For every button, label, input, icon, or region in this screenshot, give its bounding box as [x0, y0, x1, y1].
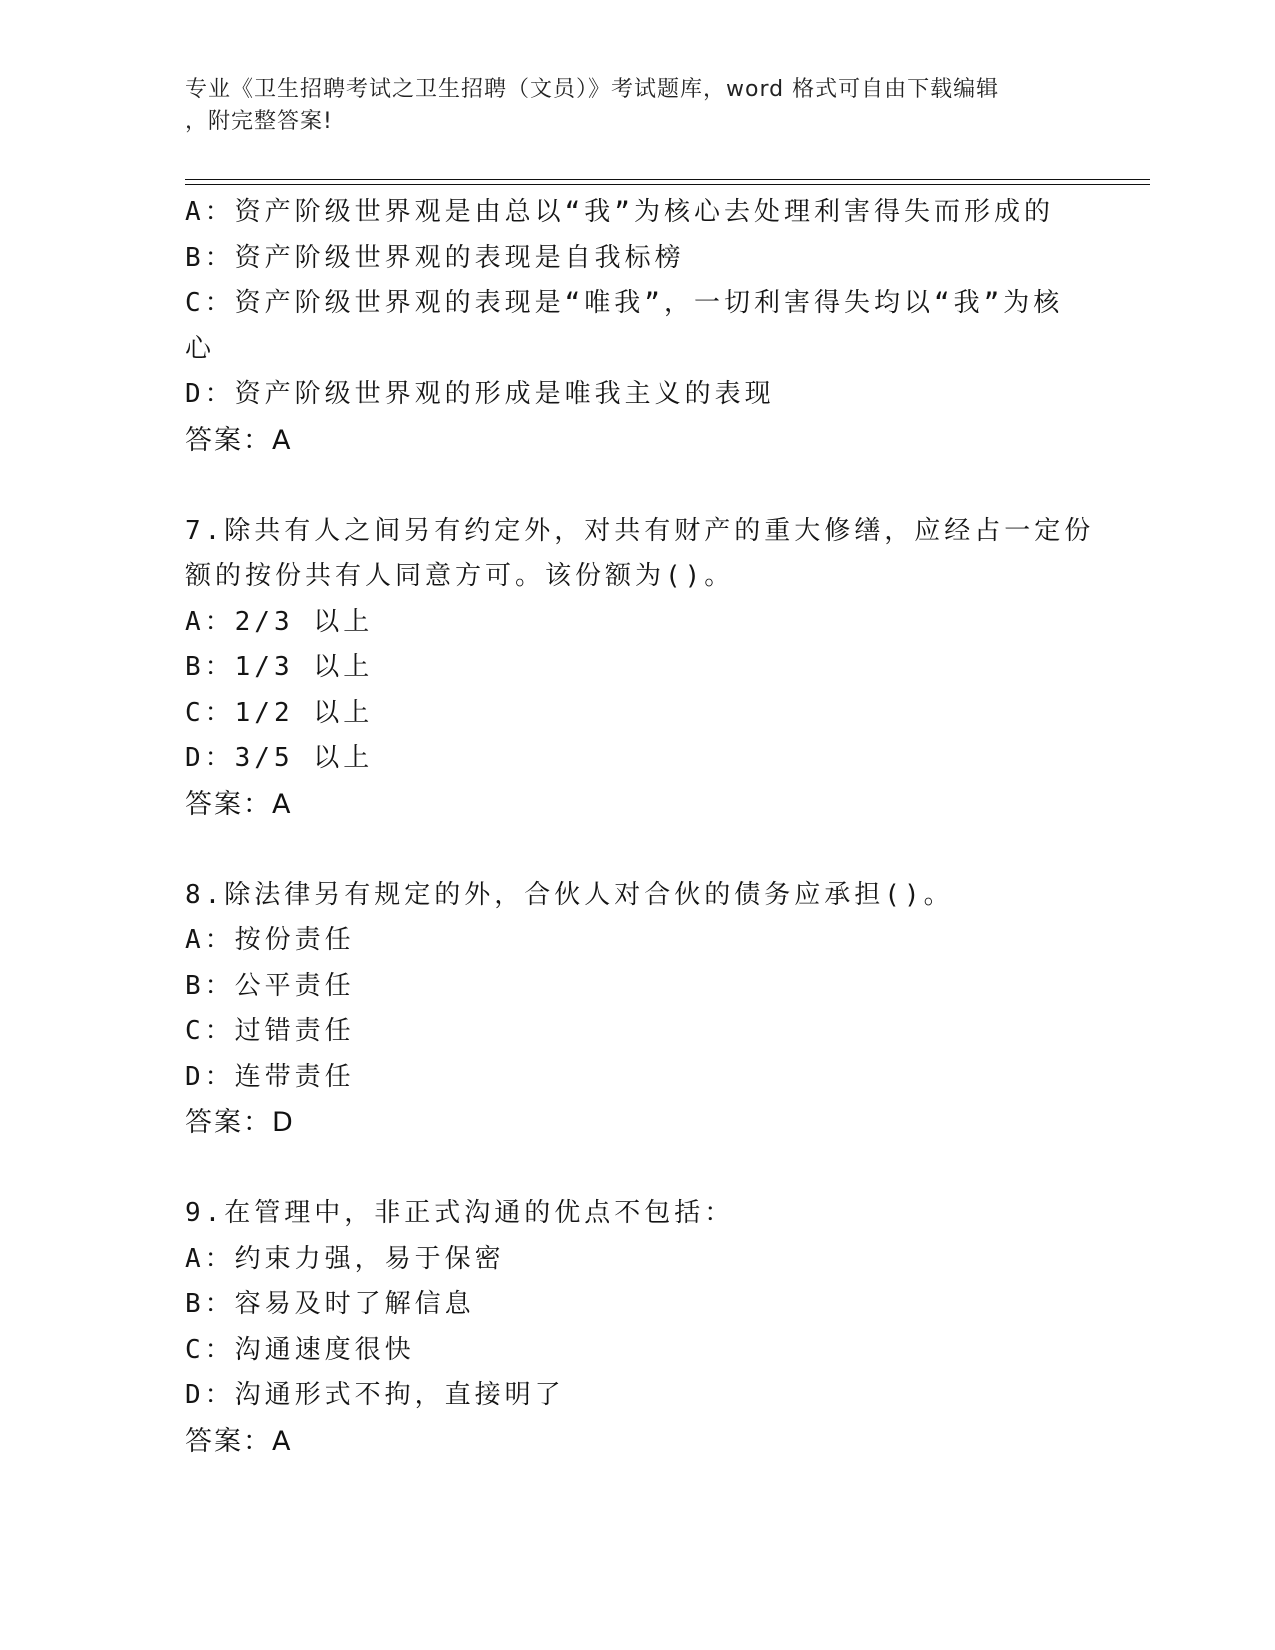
option-d: D：资产阶级世界观的形成是唯我主义的表现 — [185, 379, 775, 409]
question-7 — [185, 509, 1095, 828]
spacer — [185, 463, 1085, 509]
question-stem: 9.在管理中，非正式沟通的优点不包括： — [185, 1198, 735, 1228]
option-d: D：沟通形式不拘，直接明了 — [185, 1380, 565, 1410]
option-d: D：连带责任 — [185, 1061, 355, 1092]
answer: 答案：D — [185, 1107, 295, 1138]
header-divider-top — [185, 179, 1150, 180]
option-c: C：资产阶级世界观的表现是“唯我”，一切利害得失均以“我”为核 — [185, 288, 1064, 318]
option-c: C：1/2 以上 — [185, 697, 374, 728]
question-stem: 8.除法律另有规定的外，合伙人对合伙的债务应承担()。 — [185, 879, 954, 910]
option-a: A：约束力强，易于保密 — [185, 1243, 505, 1274]
answer: 答案：A — [185, 424, 293, 456]
option-c: C：过错责任 — [185, 1016, 355, 1046]
question-6 — [185, 190, 1085, 463]
header-line-1: 专业《卫生招聘考试之卫生招聘（文员）》考试题库，word 格式可自由下载编辑 — [185, 77, 1000, 102]
spacer — [185, 827, 1085, 873]
option-b: B：1/3 以上 — [185, 652, 374, 682]
option-b: B：容易及时了解信息 — [185, 1289, 475, 1319]
option-c-continued: 心 — [185, 333, 216, 364]
header-divider-bottom — [185, 184, 1150, 185]
option-c: C：沟通速度很快 — [185, 1334, 415, 1365]
option-b: B：公平责任 — [185, 970, 355, 1001]
option-a: A：资产阶级世界观是由总以“我”为核心去处理利害得失而形成的 — [185, 197, 1054, 227]
question-stem-continued: 额的按份共有人同意方可。该份额为()。 — [185, 561, 735, 591]
answer: 答案：A — [185, 1425, 293, 1457]
document-header — [185, 74, 1085, 138]
option-b: B：资产阶级世界观的表现是自我标榜 — [185, 242, 685, 273]
option-a: A：按份责任 — [185, 925, 355, 955]
question-stem: 7.除共有人之间另有约定外，对共有财产的重大修缮，应经占一定份 — [185, 515, 1095, 546]
question-9 — [185, 1191, 1085, 1464]
header-line-2: ，附完整答案! — [185, 109, 333, 134]
spacer — [185, 1146, 1085, 1192]
question-list — [185, 190, 1095, 1464]
option-a: A：2/3 以上 — [185, 606, 374, 637]
option-d: D：3/5 以上 — [185, 743, 374, 773]
question-8 — [185, 873, 1085, 1146]
answer: 答案：A — [185, 788, 293, 820]
